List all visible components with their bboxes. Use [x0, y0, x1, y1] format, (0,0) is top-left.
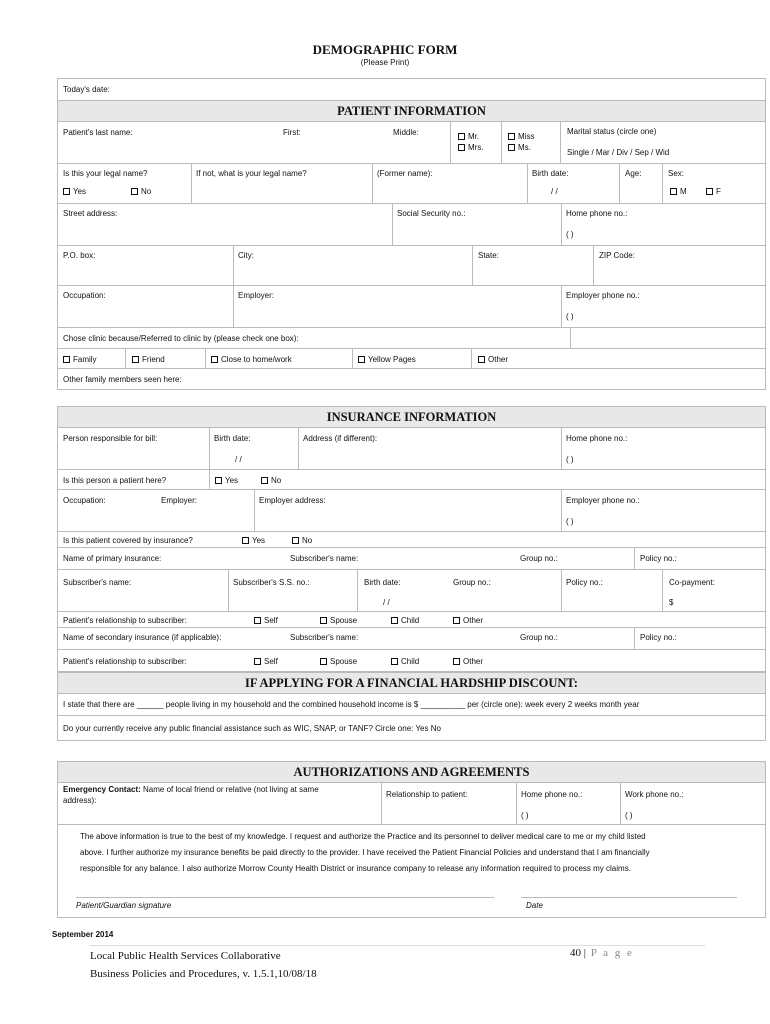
date-label: Date [526, 901, 543, 910]
patient-section [57, 100, 766, 390]
street-address-label: Street address: [63, 209, 118, 218]
m-label: M [680, 187, 687, 196]
form-title: DEMOGRAPHIC FORM [312, 42, 458, 57]
responsible-label: Person responsible for bill: [63, 434, 158, 443]
sex-label: Sex: [668, 169, 685, 178]
is-patient-no[interactable] [261, 476, 281, 485]
ins-employer-label: Employer: [161, 496, 198, 505]
other-label: Other [463, 616, 484, 625]
legal-name-row [58, 164, 765, 204]
secondary-insurance-row [58, 628, 765, 650]
relationship-child[interactable] [391, 616, 419, 625]
title-mrs-option[interactable] [458, 143, 484, 152]
footer-date: September 2014 [52, 930, 114, 939]
hardship-household-statement[interactable]: I state that there are ______ people living in my household and the combined household income is $ __________ per (circle one): week every 2 weeks month year [63, 700, 640, 709]
family-members-row [58, 369, 765, 389]
mrs-label: Mrs. [468, 143, 484, 152]
subscriber-details-row [58, 570, 765, 612]
sex-m-option[interactable] [670, 187, 687, 196]
subscriber-group-label: Group no.: [453, 578, 491, 587]
checkbox-icon [292, 537, 299, 544]
primary-policy-label: Policy no.: [640, 554, 677, 563]
no-label: No [141, 187, 152, 196]
hardship-line-1 [58, 694, 765, 716]
relationship-row-2 [58, 650, 765, 672]
subscriber-birth-label: Birth date: [364, 578, 401, 587]
footer-collaborative: Local Public Health Services Collaborative [90, 950, 281, 962]
ins-occupation-label: Occupation: [63, 496, 106, 505]
miss-label: Miss [518, 132, 535, 141]
is-patient-label: Is this person a patient here? [63, 476, 167, 485]
relationship-other[interactable] [453, 616, 483, 625]
referral-friend[interactable] [132, 355, 165, 364]
primary-group-label: Group no.: [520, 554, 558, 563]
is-patient-yes[interactable] [215, 476, 238, 485]
occupation-label: Occupation: [63, 291, 106, 300]
checkbox-icon [63, 356, 70, 363]
referral-options-row [58, 349, 765, 369]
legal-name-if-not: If not, what is your legal name? [196, 169, 307, 178]
hardship-assistance-question[interactable]: Do your currently receive any public financial assistance such as WIC, SNAP, or TANF? Circle one: Yes No [63, 724, 441, 733]
marital-status-options[interactable]: Single / Mar / Div / Sep / Wid [567, 148, 670, 157]
birth-date-slashes: / / [551, 187, 558, 196]
date-line[interactable] [521, 897, 737, 898]
todays-date-label: Today's date: [63, 85, 110, 94]
covered-row [58, 532, 765, 548]
street-row [58, 204, 765, 246]
chose-clinic-label: Chose clinic because/Referred to clinic by (please check one box): [63, 334, 299, 343]
primary-insurance-row [58, 548, 765, 570]
hardship-heading: IF APPLYING FOR A FINANCIAL HARDSHIP DISCOUNT: [58, 672, 765, 694]
ssn-label: Social Security no.: [397, 209, 466, 218]
checkbox-icon [261, 477, 268, 484]
ms-label: Ms. [518, 143, 531, 152]
emergency-contact-label [63, 785, 319, 794]
ins-address-label: Address (if different): [303, 434, 378, 443]
title-ms-option[interactable] [508, 143, 531, 152]
middle-name-label: Middle: [393, 128, 419, 137]
patient-heading: PATIENT INFORMATION [58, 101, 765, 122]
secondary-subscriber-label: Subscriber's name: [290, 633, 359, 642]
emergency-relationship-label: Relationship to patient: [386, 790, 468, 799]
secondary-insurance-label: Name of secondary insurance (if applicable): [63, 633, 222, 642]
signature-label: Patient/Guardian signature [76, 901, 172, 910]
subscriber-birth-slashes: / / [383, 598, 390, 607]
subscriber-name-label: Subscriber's name: [63, 578, 132, 587]
patient-name-row [58, 122, 765, 164]
close-home-label: Close to home/work [221, 355, 292, 364]
legal-name-question: Is this your legal name? [63, 169, 148, 178]
secondary-group-label: Group no.: [520, 633, 558, 642]
authorization-paragraph [80, 829, 650, 877]
auth-para-line-2: above. I further authorize my insurance benefits be paid directly to the provider. I have received the Patient Financial Policies and understand that I am financially [80, 848, 650, 857]
hardship-line-2 [58, 716, 765, 740]
checkbox-icon [254, 658, 261, 665]
authorization-statement [58, 825, 765, 917]
covered-label: Is this patient covered by insurance? [63, 536, 193, 545]
po-box-label: P.O. box: [63, 251, 96, 260]
title-miss-option[interactable] [508, 132, 534, 141]
birth-date-label: Birth date: [532, 169, 569, 178]
referral-family[interactable] [63, 355, 97, 364]
form-subtitle: (Please Print) [360, 58, 410, 67]
checkbox-icon [320, 617, 327, 624]
ins-home-phone-label: Home phone no.: [566, 434, 628, 443]
checkbox-icon [320, 658, 327, 665]
referral-close-home[interactable] [211, 355, 292, 364]
legal-name-no[interactable] [131, 187, 151, 196]
other-label: Other [463, 657, 484, 666]
occupation-row [58, 286, 765, 328]
checkbox-icon [391, 658, 398, 665]
subscriber-policy-label: Policy no.: [566, 578, 603, 587]
mr-label: Mr. [468, 132, 480, 141]
sex-f-option[interactable] [706, 187, 721, 196]
yes-label: Yes [73, 187, 87, 196]
checkbox-icon [215, 477, 222, 484]
relationship-child-2[interactable] [391, 657, 419, 666]
age-label: Age: [625, 169, 642, 178]
checkbox-icon [211, 356, 218, 363]
no-label: No [271, 476, 282, 485]
ins-home-phone-parens: ( ) [566, 455, 574, 464]
checkbox-icon [242, 537, 249, 544]
emergency-contact-row [58, 783, 765, 825]
home-phone-label: Home phone no.: [566, 209, 628, 218]
yellow-pages-label: Yellow Pages [368, 355, 416, 364]
emergency-contact-text: Name of local friend or relative (not living at same [140, 785, 319, 794]
relationship-spouse-2[interactable] [320, 657, 357, 666]
authorizations-section [57, 761, 766, 918]
page-number: 40 | [570, 947, 586, 959]
primary-subscriber-label: Subscriber's name: [290, 554, 359, 563]
marital-status-label: Marital status (circle one) [567, 127, 657, 136]
page-word: P a g e [585, 947, 634, 959]
checkbox-icon [132, 356, 139, 363]
relationship-label-2: Patient's relationship to subscriber: [63, 657, 187, 666]
copay-dollar: $ [669, 598, 674, 607]
signature-line[interactable] [76, 897, 494, 898]
last-name-label: Patient's last name: [63, 128, 133, 137]
city-label: City: [238, 251, 254, 260]
relationship-self[interactable] [254, 616, 278, 625]
legal-name-yes[interactable] [63, 187, 86, 196]
former-name-label: (Former name): [377, 169, 433, 178]
subscriber-ss-label: Subscriber's S.S. no.: [233, 578, 310, 587]
employer-phone-label: Employer phone no.: [566, 291, 640, 300]
child-label: Child [401, 657, 420, 666]
footer-document-info [90, 947, 317, 983]
state-label: State: [478, 251, 499, 260]
spouse-label: Spouse [330, 616, 358, 625]
ins-employer-phone-label: Employer phone no.: [566, 496, 640, 505]
title-mr-option[interactable] [458, 132, 479, 141]
emergency-home-phone-parens: ( ) [521, 811, 529, 820]
secondary-policy-label: Policy no.: [640, 633, 677, 642]
checkbox-icon [391, 617, 398, 624]
responsible-row [58, 428, 765, 470]
todays-date-box [57, 78, 766, 101]
friend-label: Friend [142, 355, 165, 364]
emergency-home-phone-label: Home phone no.: [521, 790, 583, 799]
relationship-self-2[interactable] [254, 657, 278, 666]
ins-occupation-row [58, 490, 765, 532]
self-label: Self [264, 657, 278, 666]
spouse-label: Spouse [330, 657, 358, 666]
yes-label: Yes [225, 476, 239, 485]
checkbox-icon [458, 144, 465, 151]
ins-birth-date-label: Birth date: [214, 434, 251, 443]
authorizations-heading: AUTHORIZATIONS AND AGREEMENTS [58, 762, 765, 783]
other-label: Other [488, 355, 509, 364]
auth-para-line-1: The above information is true to the best of my knowledge. I request and authorize the Practice and its personnel to deliver medical care to me or my child listed [80, 832, 646, 841]
checkbox-icon [508, 144, 515, 151]
emergency-contact-text-2: address): [63, 796, 97, 805]
referral-other[interactable] [478, 355, 508, 364]
address-row [58, 246, 765, 286]
home-phone-parens: ( ) [566, 230, 574, 239]
zip-label: ZIP Code: [599, 251, 635, 260]
self-label: Self [264, 616, 278, 625]
covered-yes[interactable] [242, 536, 265, 545]
relationship-row [58, 612, 765, 628]
footer-policies-version: Business Policies and Procedures, v. 1.5.1,10/08/18 [90, 968, 317, 980]
family-label: Family [73, 355, 97, 364]
emergency-work-phone-parens: ( ) [625, 811, 633, 820]
checkbox-icon [453, 617, 460, 624]
checkbox-icon [508, 133, 515, 140]
first-name-label: First: [283, 128, 301, 137]
checkbox-icon [63, 188, 70, 195]
relationship-other-2[interactable] [453, 657, 483, 666]
ins-employer-address-label: Employer address: [259, 496, 326, 505]
checkbox-icon [706, 188, 713, 195]
child-label: Child [401, 616, 420, 625]
insurance-heading: INSURANCE INFORMATION [58, 407, 765, 428]
relationship-label: Patient's relationship to subscriber: [63, 616, 187, 625]
chose-clinic-row [58, 328, 765, 349]
checkbox-icon [458, 133, 465, 140]
emergency-contact-bold: Emergency Contact: [63, 785, 141, 794]
is-patient-row [58, 470, 765, 490]
footer-divider [90, 945, 705, 946]
auth-para-line-3: responsible for any balance. I also authorize Morrow County Health District or insurance company to release any information required to process my claims. [80, 864, 631, 873]
f-label: F [716, 187, 721, 196]
checkbox-icon [254, 617, 261, 624]
copay-label: Co-payment: [669, 578, 715, 587]
footer-page-number [570, 947, 634, 959]
relationship-spouse[interactable] [320, 616, 357, 625]
checkbox-icon [670, 188, 677, 195]
employer-phone-parens: ( ) [566, 312, 574, 321]
family-members-label: Other family members seen here: [63, 375, 182, 384]
referral-yellow-pages[interactable] [358, 355, 416, 364]
insurance-section [57, 406, 766, 741]
employer-label: Employer: [238, 291, 275, 300]
no-label: No [302, 536, 313, 545]
primary-insurance-label: Name of primary insurance: [63, 554, 162, 563]
checkbox-icon [453, 658, 460, 665]
checkbox-icon [478, 356, 485, 363]
ins-employer-phone-parens: ( ) [566, 517, 574, 526]
ins-birth-date-slashes: / / [235, 455, 242, 464]
yes-label: Yes [252, 536, 266, 545]
covered-no[interactable] [292, 536, 312, 545]
checkbox-icon [358, 356, 365, 363]
checkbox-icon [131, 188, 138, 195]
emergency-work-phone-label: Work phone no.: [625, 790, 684, 799]
